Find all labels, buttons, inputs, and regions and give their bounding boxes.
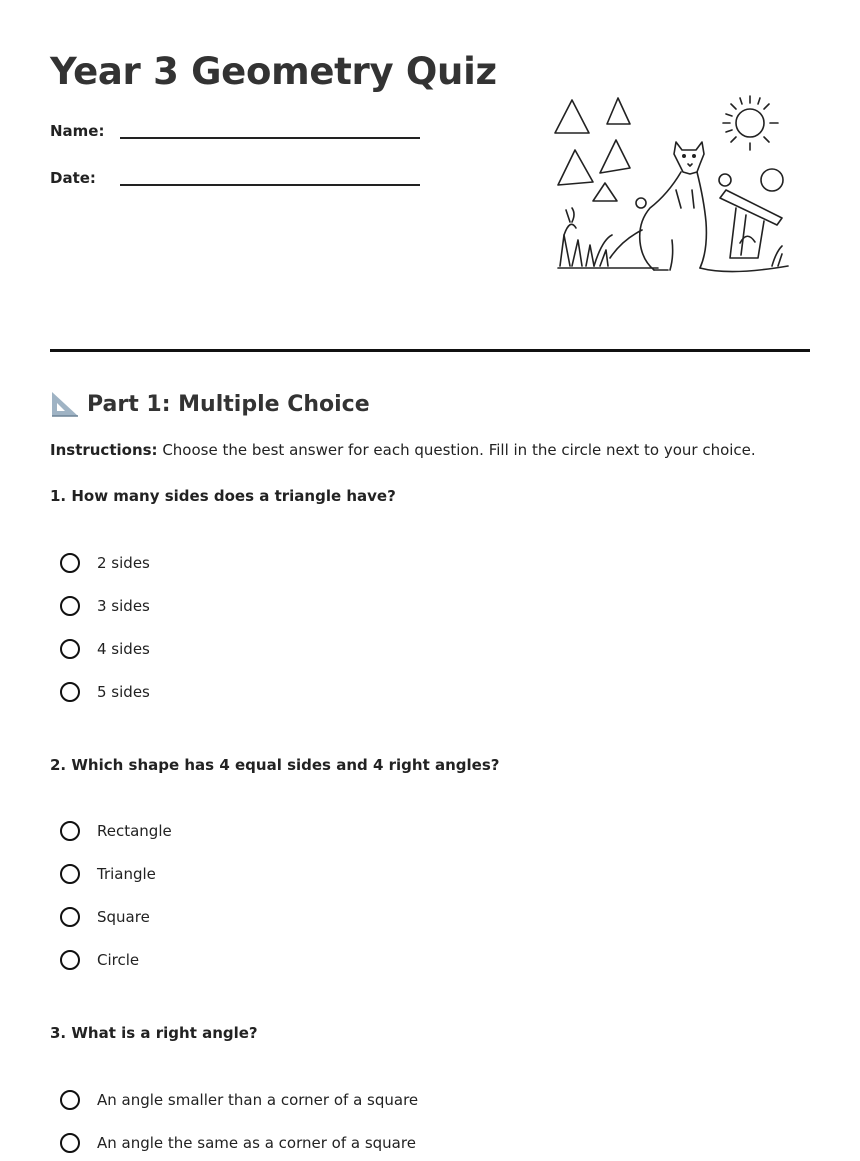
q1-option-4[interactable]: [60, 682, 150, 702]
page-title: Year 3 Geometry Quiz: [50, 50, 497, 93]
protractor-shape: [720, 190, 782, 258]
triangle-shape: [607, 98, 630, 124]
option-label: Circle: [97, 951, 140, 969]
option-label: Square: [97, 908, 150, 926]
q1-option-2[interactable]: [60, 596, 150, 616]
triangle-shape: [593, 183, 617, 201]
q1-option-1[interactable]: [60, 553, 150, 573]
radio-circle[interactable]: [60, 553, 80, 573]
option-label: 5 sides: [97, 683, 150, 701]
instructions: [50, 441, 756, 459]
radio-circle[interactable]: [60, 1090, 80, 1110]
option-label: An angle the same as a corner of a square: [97, 1134, 416, 1152]
option-label: 2 sides: [97, 554, 150, 572]
instructions-label: Instructions:: [50, 441, 158, 459]
date-input-line[interactable]: [120, 184, 420, 186]
circle-shape: [719, 174, 731, 186]
triangle-shape: [600, 140, 630, 173]
section-divider: [50, 349, 810, 352]
radio-circle[interactable]: [60, 639, 80, 659]
option-label: Triangle: [97, 865, 156, 883]
name-label: Name:: [50, 122, 105, 140]
grass-shape: [558, 208, 782, 268]
q2-option-2[interactable]: [60, 864, 156, 884]
option-label: An angle smaller than a corner of a square: [97, 1091, 419, 1109]
name-field[interactable]: [50, 122, 120, 140]
kangaroo-shapes-illustration: [550, 90, 790, 280]
question-3: 3. What is a right angle?: [50, 1024, 258, 1042]
circle-shape: [636, 198, 646, 208]
triangle-shape: [555, 100, 589, 133]
option-label: Rectangle: [97, 822, 172, 840]
triangle-shape: [558, 150, 593, 185]
date-label: Date:: [50, 169, 96, 187]
radio-circle[interactable]: [60, 821, 80, 841]
q2-option-4[interactable]: [60, 950, 139, 970]
radio-circle[interactable]: [60, 596, 80, 616]
q3-option-1[interactable]: [60, 1090, 418, 1110]
radio-circle[interactable]: [60, 907, 80, 927]
option-label: 4 sides: [97, 640, 150, 658]
sun-icon: [723, 96, 778, 150]
circle-shape: [761, 169, 783, 191]
set-square-icon: [50, 390, 80, 418]
q1-option-3[interactable]: [60, 639, 150, 659]
question-2: 2. Which shape has 4 equal sides and 4 right angles?: [50, 756, 500, 774]
q2-option-1[interactable]: [60, 821, 172, 841]
radio-circle[interactable]: [60, 864, 80, 884]
radio-circle[interactable]: [60, 950, 80, 970]
radio-circle[interactable]: [60, 682, 80, 702]
q2-option-3[interactable]: [60, 907, 150, 927]
radio-circle[interactable]: [60, 1133, 80, 1153]
q3-option-2[interactable]: [60, 1133, 416, 1153]
date-field[interactable]: [50, 169, 120, 187]
instructions-text: Choose the best answer for each question. Fill in the circle next to your choice.: [157, 441, 756, 459]
name-input-line[interactable]: [120, 137, 420, 139]
part1-heading: [50, 390, 370, 418]
question-1: 1. How many sides does a triangle have?: [50, 487, 396, 505]
option-label: 3 sides: [97, 597, 150, 615]
part1-heading-text: Part 1: Multiple Choice: [87, 391, 370, 417]
